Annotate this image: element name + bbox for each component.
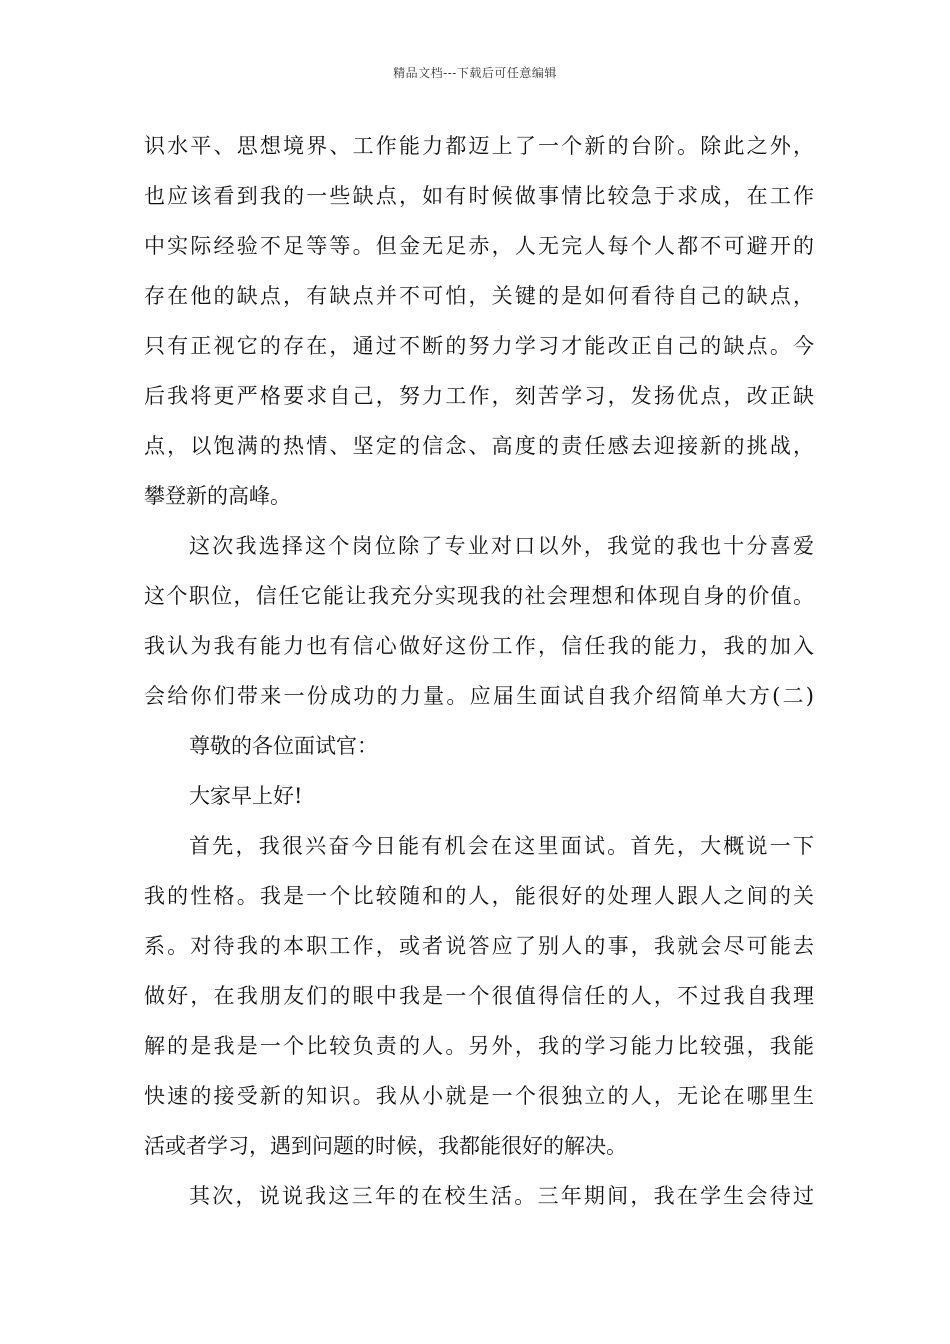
text-line: 我的性格。我是一个比较随和的人，能很好的处理人跟人之间的关: [144, 884, 817, 908]
text-line: 快速的接受新的知识。我从小就是一个很独立的人，无论在哪里生: [144, 1084, 817, 1108]
text-line: 会给你们带来一份成功的力量。应届生面试自我介绍简单大方(二): [144, 684, 817, 708]
text-line: 做好，在我朋友们的眼中我是一个很值得信任的人，不过我自我理: [144, 984, 817, 1008]
text-line: 只有正视它的存在，通过不断的努力学习才能改正自己的缺点。今: [144, 334, 817, 358]
text-line: 中实际经验不足等等。但金无足赤，人无完人每个人都不可避开的: [144, 234, 817, 258]
text-line: 系。对待我的本职工作，或者说答应了别人的事，我就会尽可能去: [144, 934, 817, 958]
text-line: 大家早上好!: [189, 784, 303, 808]
text-line: 也应该看到我的一些缺点，如有时候做事情比较急于求成，在工作: [144, 184, 817, 208]
text-line: 我认为我有能力也有信心做好这份工作，信任我的能力，我的加入: [144, 634, 817, 658]
text-line: 存在他的缺点，有缺点并不可怕，关键的是如何看待自己的缺点，: [144, 284, 817, 308]
text-line: 这次我选择这个岗位除了专业对口以外，我觉的我也十分喜爱: [189, 534, 817, 558]
text-line: 解的是我是一个比较负责的人。另外，我的学习能力比较强，我能: [144, 1034, 817, 1058]
document-body: [144, 133, 817, 1233]
document-header: 精品文档---下载后可任意编辑: [393, 66, 557, 80]
text-line: 识水平、思想境界、工作能力都迈上了一个新的台阶。除此之外，: [144, 134, 817, 158]
text-line: 点，以饱满的热情、坚定的信念、高度的责任感去迎接新的挑战，: [144, 434, 817, 458]
text-line: 攀登新的高峰。: [144, 484, 291, 508]
text-line: 后我将更严格要求自己，努力工作，刻苦学习，发扬优点，改正缺: [144, 384, 817, 408]
text-line: 尊敬的各位面试官：: [189, 734, 378, 758]
text-line: 其次，说说我这三年的在校生活。三年期间，我在学生会待过: [189, 1184, 817, 1208]
text-line: 活或者学习，遇到问题的时候，我都能很好的解决。: [144, 1134, 627, 1158]
text-line: 首先，我很兴奋今日能有机会在这里面试。首先，大概说一下: [189, 834, 817, 858]
text-line: 这个职位，信任它能让我充分实现我的社会理想和体现自身的价值。: [144, 584, 816, 608]
